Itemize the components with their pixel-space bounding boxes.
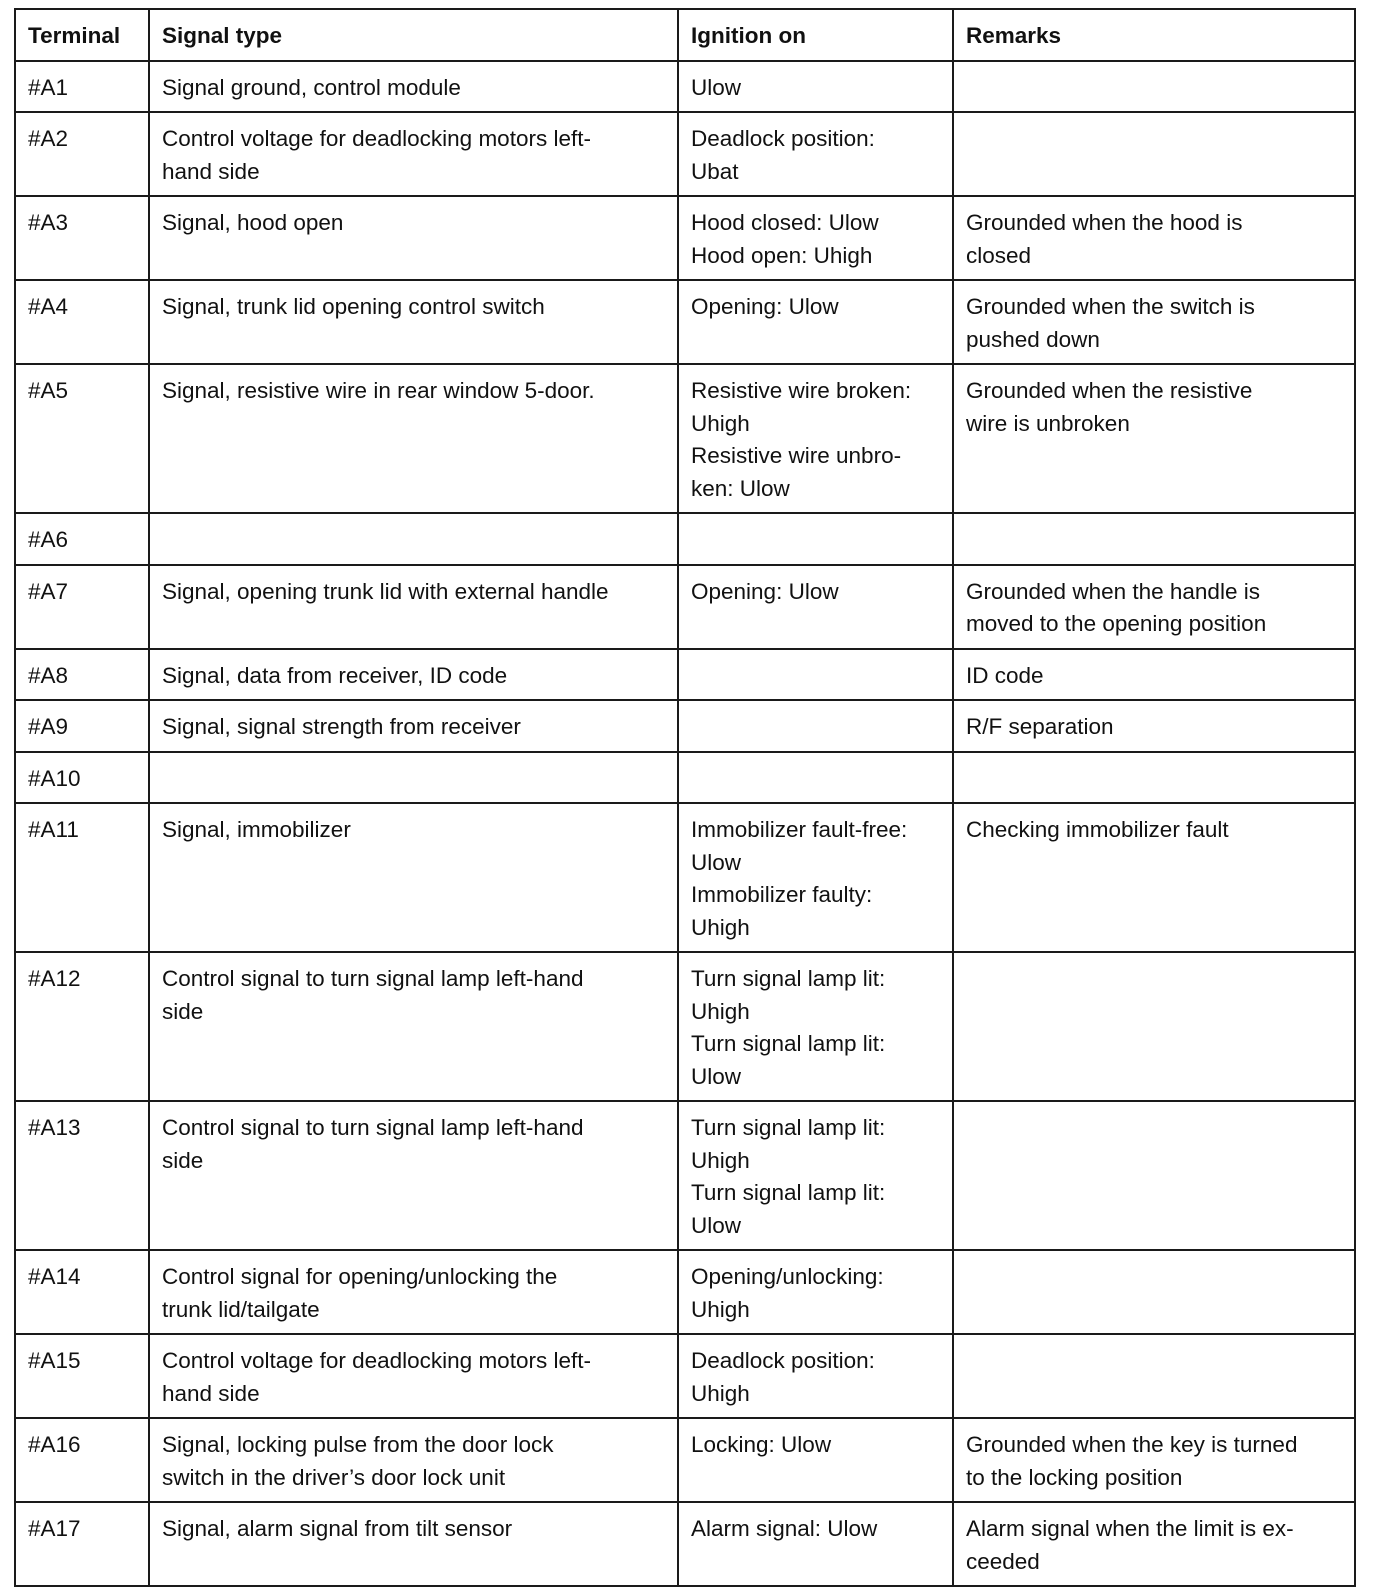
table-header-row [15,9,1355,61]
cell-signal-type: Control voltage for deadlocking motors left- hand side [149,112,678,196]
table-row [15,61,1355,113]
cell-remarks: Grounded when the switch is pushed down [953,280,1355,364]
cell-ignition-on: Turn signal lamp lit: Uhigh Turn signal lamp lit: Ulow [678,1101,953,1250]
table-row [15,280,1355,364]
cell-ignition-on: Opening: Ulow [678,565,953,649]
table-row [15,952,1355,1101]
table-row [15,1101,1355,1250]
cell-signal-type: Signal, alarm signal from tilt sensor [149,1502,678,1586]
cell-signal-type: Signal, immobilizer [149,803,678,952]
table-row [15,1250,1355,1334]
table-row [15,1502,1355,1586]
cell-terminal: #A12 [15,952,149,1101]
terminal-signal-table [14,8,1356,1587]
cell-ignition-on: Immobilizer fault-free: Ulow Immobilizer faulty: Uhigh [678,803,953,952]
table-row [15,752,1355,804]
cell-terminal: #A7 [15,565,149,649]
cell-signal-type: Control signal for opening/unlocking the trunk lid/tailgate [149,1250,678,1334]
table-row [15,513,1355,565]
cell-remarks: Grounded when the hood is closed [953,196,1355,280]
cell-remarks: Grounded when the key is turned to the locking position [953,1418,1355,1502]
terminal-signal-table-container [14,8,1354,1587]
cell-ignition-on [678,752,953,804]
cell-ignition-on: Opening/unlocking: Uhigh [678,1250,953,1334]
cell-signal-type: Signal, resistive wire in rear window 5-door. [149,364,678,513]
cell-terminal: #A8 [15,649,149,701]
cell-signal-type: Signal, data from receiver, ID code [149,649,678,701]
cell-ignition-on: Locking: Ulow [678,1418,953,1502]
cell-terminal: #A10 [15,752,149,804]
cell-remarks: Grounded when the resistive wire is unbroken [953,364,1355,513]
cell-ignition-on [678,700,953,752]
cell-ignition-on: Deadlock position: Uhigh [678,1334,953,1418]
table-row [15,1334,1355,1418]
header-signal-type: Signal type [149,9,678,61]
cell-remarks [953,1334,1355,1418]
cell-terminal: #A4 [15,280,149,364]
cell-signal-type [149,513,678,565]
cell-ignition-on: Hood closed: Ulow Hood open: Uhigh [678,196,953,280]
table-row [15,565,1355,649]
cell-terminal: #A16 [15,1418,149,1502]
cell-terminal: #A11 [15,803,149,952]
table-row [15,1418,1355,1502]
table-row [15,649,1355,701]
cell-signal-type: Signal ground, control module [149,61,678,113]
cell-remarks [953,112,1355,196]
cell-terminal: #A2 [15,112,149,196]
cell-signal-type: Signal, signal strength from receiver [149,700,678,752]
cell-remarks [953,1250,1355,1334]
cell-ignition-on: Turn signal lamp lit: Uhigh Turn signal lamp lit: Ulow [678,952,953,1101]
table-row [15,364,1355,513]
header-terminal: Terminal [15,9,149,61]
cell-signal-type: Signal, trunk lid opening control switch [149,280,678,364]
cell-remarks: Alarm signal when the limit is ex- ceeded [953,1502,1355,1586]
table-row [15,700,1355,752]
cell-remarks: R/F separation [953,700,1355,752]
cell-ignition-on: Ulow [678,61,953,113]
cell-remarks [953,752,1355,804]
header-ignition-on: Ignition on [678,9,953,61]
cell-terminal: #A5 [15,364,149,513]
cell-terminal: #A3 [15,196,149,280]
cell-ignition-on [678,513,953,565]
cell-signal-type: Control signal to turn signal lamp left-hand side [149,1101,678,1250]
cell-remarks [953,513,1355,565]
cell-terminal: #A17 [15,1502,149,1586]
cell-signal-type: Signal, opening trunk lid with external handle [149,565,678,649]
cell-signal-type: Signal, locking pulse from the door lock switch in the driver’s door lock unit [149,1418,678,1502]
table-row [15,196,1355,280]
table-row [15,803,1355,952]
cell-remarks: Checking immobilizer fault [953,803,1355,952]
table-row [15,112,1355,196]
cell-terminal: #A13 [15,1101,149,1250]
cell-ignition-on: Opening: Ulow [678,280,953,364]
cell-remarks [953,61,1355,113]
cell-signal-type: Control voltage for deadlocking motors left- hand side [149,1334,678,1418]
cell-ignition-on: Resistive wire broken: Uhigh Resistive wire unbro- ken: Ulow [678,364,953,513]
cell-terminal: #A15 [15,1334,149,1418]
cell-signal-type [149,752,678,804]
header-remarks: Remarks [953,9,1355,61]
cell-terminal: #A14 [15,1250,149,1334]
cell-signal-type: Signal, hood open [149,196,678,280]
cell-ignition-on: Deadlock position: Ubat [678,112,953,196]
cell-signal-type: Control signal to turn signal lamp left-hand side [149,952,678,1101]
cell-terminal: #A6 [15,513,149,565]
cell-remarks [953,1101,1355,1250]
cell-remarks: Grounded when the handle is moved to the opening position [953,565,1355,649]
cell-terminal: #A9 [15,700,149,752]
cell-ignition-on: Alarm signal: Ulow [678,1502,953,1586]
cell-ignition-on [678,649,953,701]
cell-terminal: #A1 [15,61,149,113]
cell-remarks [953,952,1355,1101]
cell-remarks: ID code [953,649,1355,701]
